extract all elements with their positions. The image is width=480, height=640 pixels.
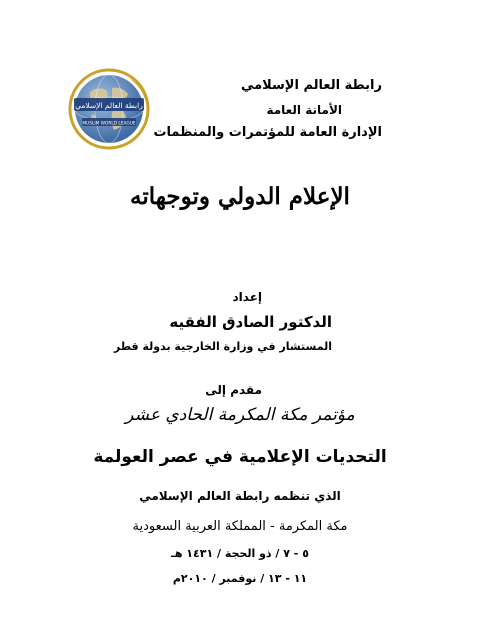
document-title: الإعلام الدولي وتوجهاته: [130, 183, 350, 210]
logo-english-text: MUSLIM WORLD LEAGUE: [82, 121, 136, 127]
date-gregorian: ١١ - ١٣ / نوفمبر / ٢٠١٠م: [172, 572, 308, 585]
author-role: المستشار في وزارة الخارجية بدولة قطر: [113, 340, 332, 353]
muslim-world-league-logo: [68, 68, 150, 150]
conference-name: مؤتمر مكة المكرمة الحادي عشر: [125, 405, 355, 425]
prepared-by-label: إعداد: [232, 290, 262, 304]
department-name: الإدارة العامة للمؤتمرات والمنظمات: [153, 125, 382, 140]
conference-organizer: الذي تنظمه رابطة العالم الإسلامي: [139, 489, 341, 503]
logo-arabic-text: رابطة العالم الإسلامي: [75, 101, 143, 110]
author-name: الدكتور الصادق الفقيه: [169, 313, 332, 331]
conference-place: مكة المكرمة - المملكة العربية السعودية: [132, 519, 348, 534]
org-name: رابطة العالم الإسلامي: [240, 78, 382, 93]
presented-to-label: مقدم إلى: [205, 383, 262, 397]
globe-icon: [68, 68, 150, 150]
conference-theme: التحديات الإعلامية في عصر العولمة: [93, 447, 387, 467]
secretariat-name: الأمانة العامة: [266, 103, 342, 117]
date-hijri: ٥ - ٧ / ذو الحجة / ١٤٣١ هـ: [171, 547, 309, 560]
